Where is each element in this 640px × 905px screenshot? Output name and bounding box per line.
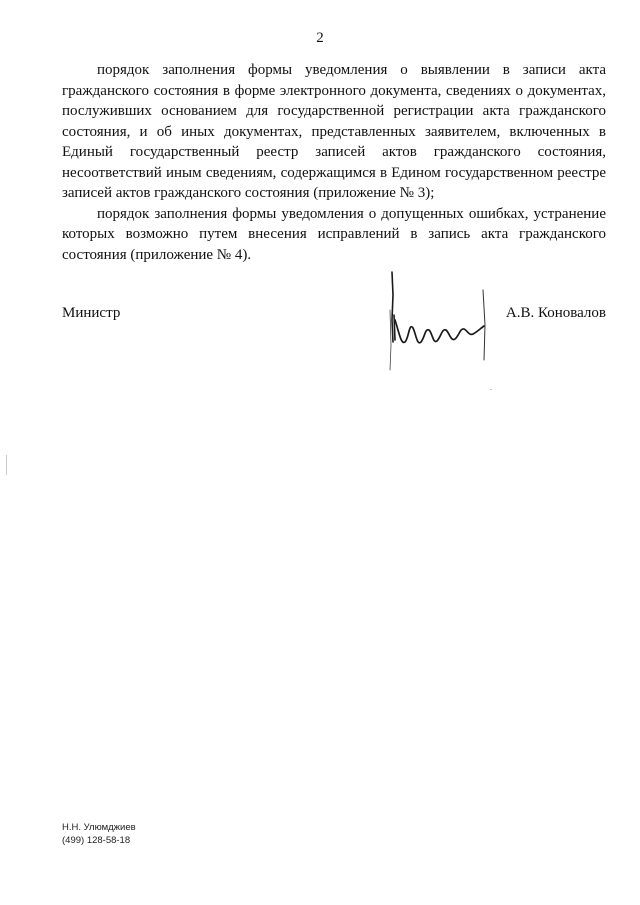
handwritten-signature bbox=[387, 270, 507, 390]
paragraph-appendix-3: порядок заполнения формы уведомления о выявлении в записи акта гражданского состояния в форме электронного документа, сведениях о документах, послуживших основанием для государственной регистрации акта гражданского состояния, и об иных документах, представленных заявителем, включенных в Единый государственный реестр записей актов гражданского состояния, несоответствий иным сведениям, содержащимся в Едином государственном реестре записей актов гражданского состояния (приложение № 3); bbox=[62, 62, 606, 201]
signatory-name: А.В. Коновалов bbox=[505, 305, 606, 321]
body-text bbox=[62, 60, 606, 265]
scan-artifact-line bbox=[6, 455, 7, 475]
page-number: 2 bbox=[316, 30, 324, 46]
performer-phone: (499) 128-58-18 bbox=[62, 834, 131, 846]
paragraph-appendix-4: порядок заполнения формы уведомления о допущенных ошибках, устранение которых возможно путем внесения исправлений в запись акта гражданского состояния (приложение № 4). bbox=[62, 205, 606, 263]
signature-block bbox=[62, 305, 606, 425]
performer-name: Н.Н. Улюмджиев bbox=[62, 822, 136, 833]
performer-info bbox=[62, 822, 136, 847]
signatory-position: Министр bbox=[62, 305, 121, 321]
